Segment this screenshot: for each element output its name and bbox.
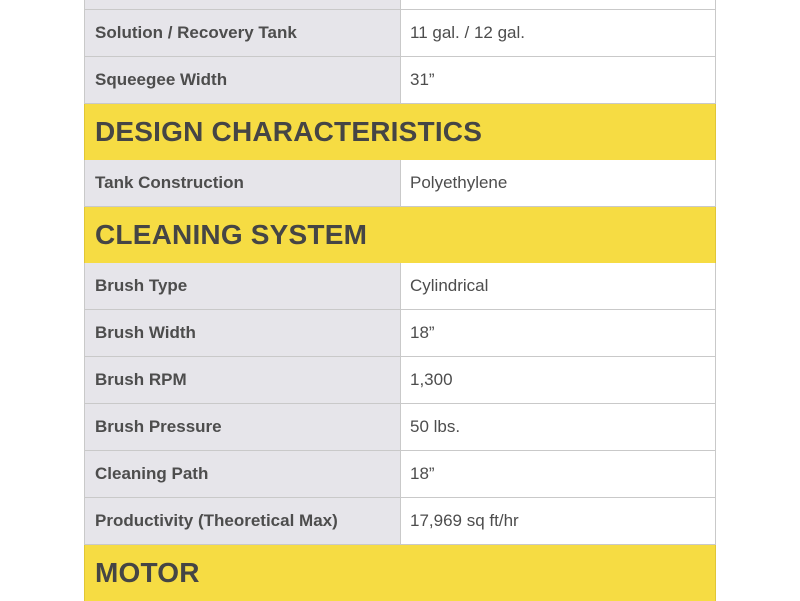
section-heading-motor: MOTOR: [84, 545, 716, 601]
row-label: Productivity (Theoretical Max): [85, 498, 401, 544]
row-label: Brush RPM: [85, 357, 401, 403]
row-value: Cylindrical: [401, 263, 715, 309]
row-label: Solution / Recovery Tank: [85, 10, 401, 56]
spec-table: [84, 0, 716, 601]
row-label: Squeegee Width: [85, 57, 401, 103]
table-row: [84, 10, 716, 57]
table-row: [84, 357, 716, 404]
row-label: Brush Width: [85, 310, 401, 356]
table-row: [84, 451, 716, 498]
row-value: 1,300: [401, 357, 715, 403]
row-value: 18”: [401, 310, 715, 356]
table-row: [84, 263, 716, 310]
row-label: Brush Pressure: [85, 404, 401, 450]
row-value: [401, 0, 715, 9]
table-row: [84, 310, 716, 357]
row-label: [85, 0, 401, 9]
row-label: Brush Type: [85, 263, 401, 309]
table-row: [84, 498, 716, 545]
table-row: [84, 57, 716, 104]
section-heading-cleaning: CLEANING SYSTEM: [84, 207, 716, 263]
table-row: [84, 0, 716, 10]
row-label: Cleaning Path: [85, 451, 401, 497]
row-value: 18”: [401, 451, 715, 497]
row-value: Polyethylene: [401, 160, 715, 206]
row-value: 31”: [401, 57, 715, 103]
row-value: 17,969 sq ft/hr: [401, 498, 715, 544]
table-row: [84, 404, 716, 451]
row-value: 50 lbs.: [401, 404, 715, 450]
table-row: [84, 160, 716, 207]
section-heading-design: DESIGN CHARACTERISTICS: [84, 104, 716, 160]
row-value: 11 gal. / 12 gal.: [401, 10, 715, 56]
row-label: Tank Construction: [85, 160, 401, 206]
